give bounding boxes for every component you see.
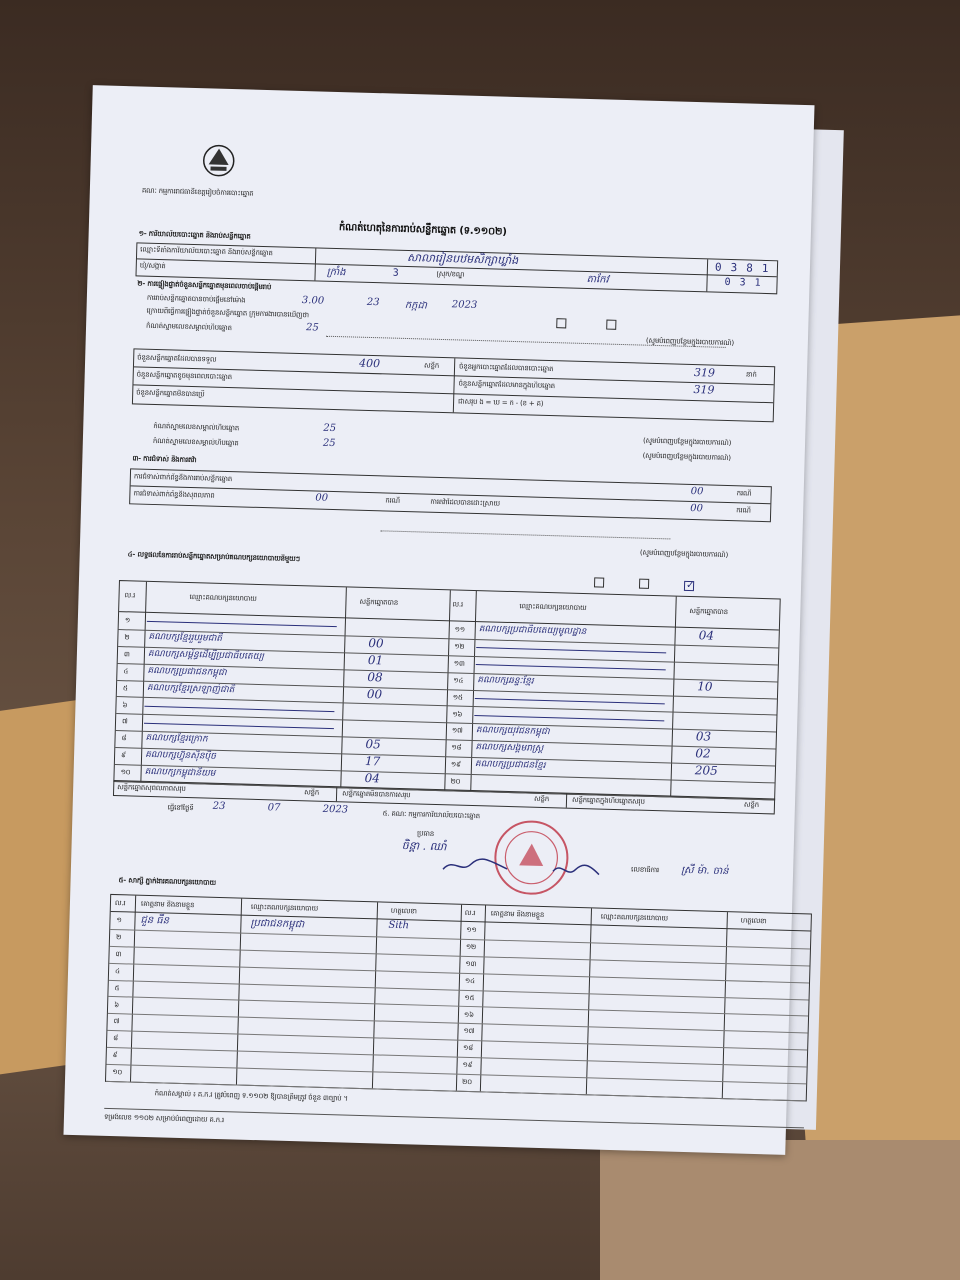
district-label: ស្រុក/ខណ្ឌ [436, 269, 465, 279]
commune-name: ក្រាំង [326, 266, 346, 279]
party-name: គណបក្សប្រជាជនកម្ពុជា [147, 665, 227, 678]
objection-row3-unit: ករណី [736, 506, 751, 515]
ballots-received: 400 [358, 356, 381, 371]
party-name: គណបក្សខ្មែរក្រោក [145, 733, 208, 745]
total-unit-1: សន្លឹក [304, 788, 320, 797]
emblem-icon [198, 140, 239, 181]
party-name: គណបក្សកម្ពុជានិយម [144, 766, 216, 779]
party-votes: 08 [367, 669, 383, 685]
seal-number-3: 25 [322, 437, 336, 450]
total-unit-2: សន្លឹក [533, 794, 550, 804]
secretary-label: លេខាធិការ [630, 865, 660, 875]
row-number: ១០ [112, 1068, 123, 1077]
row-number: ១២ [454, 642, 465, 651]
w-col-party-left: ឈ្មោះគណបក្សនយោបាយ [250, 902, 319, 913]
fill-hint-1: (សូមបំពេញបន្ថែមក្នុងរបាយការណ៍) [645, 336, 735, 348]
row-number: ៨ [121, 734, 127, 743]
commune-label: ឃុំ/សង្កាត់ [139, 261, 166, 271]
start-month: កក្កដា [404, 299, 428, 312]
w-col-party-right: ឈ្មោះគណបក្សនយោបាយ [600, 912, 668, 923]
row-number: ២ [115, 932, 122, 942]
received-unit: សន្លឹក [423, 361, 440, 370]
row-number: ១១ [454, 625, 466, 634]
row-number: ១៩ [450, 760, 461, 769]
row-number: ៤ [123, 666, 129, 676]
party-votes: 01 [367, 652, 384, 668]
start-day: 23 [366, 296, 380, 309]
strike-line [475, 698, 665, 704]
station-label: ឈ្មោះទីតាំងការិយាល័យបោះឆ្នោត និងរាប់សន្លឹកឆ្នោត [140, 245, 273, 258]
row-number: ៤ [114, 966, 120, 975]
in-box-label: ចំនួនសន្លឹកឆ្នោតដែលមានក្នុងហិបឆ្នោត [458, 379, 556, 391]
done-month: 07 [267, 802, 281, 814]
col-votes-left: សន្លឹកឆ្នោតបាន [359, 597, 399, 607]
col-no-right: ល.រ [452, 600, 464, 609]
objection-row1-value: 00 [690, 485, 704, 498]
total-invalid-label: សន្លឹកឆ្នោតមិនបានការសរុប [342, 789, 411, 800]
fill-hint-4: (សូមបំពេញបន្ថែមក្នុងរបាយការណ៍) [639, 548, 729, 560]
party-votes: 05 [365, 737, 381, 752]
station-number: 0381 [714, 260, 778, 276]
org-name: គណៈ កម្មការរាជធានីខេត្តរៀបចំការបោះឆ្នោត [141, 186, 254, 198]
party-name: គណបក្សខ្មែររួបរួមជាតិ [148, 631, 223, 644]
objection-row3-value: 00 [690, 502, 704, 515]
party-name: គណបក្សឆន្ទៈខ្មែរ [477, 674, 534, 687]
total-box-label: សន្លឹកឆ្នោតក្នុងហិបឆ្នោតសរុប [571, 795, 645, 806]
fill-hint-3: (សូមបំពេញបន្ថែមក្នុងរបាយការណ៍) [642, 451, 731, 463]
row-number: ១៣ [465, 959, 477, 968]
total-valid-label: សន្លឹកឆ្នោតសុពលភាពសរុប [117, 783, 186, 793]
witness-party: ប្រជាជនកម្ពុជា [250, 917, 305, 931]
strike-line [476, 664, 666, 670]
party-votes: 00 [366, 686, 383, 702]
objection-row2-value: 00 [315, 492, 329, 504]
witness-name: ជួន ធីន [140, 914, 170, 927]
row-number: ៦ [122, 700, 128, 709]
w-col-no-left: ល.រ [114, 899, 126, 908]
row-number: ១៥ [452, 693, 463, 702]
objection-row1-unit: ករណី [736, 489, 752, 498]
row-number: ១៦ [463, 1010, 474, 1019]
section2-heading: ២- ការផ្ទៀងផ្ទាត់ចំនួនសន្លឹកឆ្នោតមុនពេលចាប់ផ្ដើមរាប់ [137, 279, 272, 292]
w-col-sign-left: ហត្ថលេខា [390, 906, 417, 916]
row-number: ២០ [450, 777, 461, 786]
party-name: គណបក្សខ្មែរស្រឡាញ់ជាតិ [146, 682, 235, 695]
total-unit-3: សន្លឹក [743, 800, 760, 810]
checkbox-result-b[interactable] [639, 579, 649, 589]
row-number: ៧ [121, 717, 128, 726]
row-number: ៣ [115, 949, 122, 959]
done-day: 23 [212, 800, 226, 813]
district-number: 031 [724, 276, 770, 290]
row-number: ១០ [120, 768, 131, 777]
row-number: ១ [124, 616, 131, 625]
chief-name: ចិន្តា . ឈាំ [401, 839, 447, 854]
election-form-sheet [63, 85, 814, 1155]
objection-row2-unit: ករណី [385, 496, 401, 505]
col-party-right: ឈ្មោះគណបក្សនយោបាយ [519, 602, 587, 613]
party-votes: 03 [695, 729, 712, 745]
committee-label: ៥. គណៈ កម្មការការិយាល័យបោះឆ្នោត [382, 809, 480, 821]
party-name: គណបក្សហ៊្វុនស៊ិនប៉ិច [144, 750, 217, 763]
check-line: ក្រោយពីធ្វើការផ្ទៀងផ្ទាត់ចំនួនសន្លឹកឆ្នោត ក្រុមការងារបានឃើញថា [146, 306, 310, 320]
row-number: ៦ [114, 1000, 120, 1009]
signature-secretary-icon [551, 861, 601, 880]
party-rows-right [449, 621, 779, 786]
row-number: ១៤ [464, 976, 475, 985]
party-results-table [113, 580, 780, 800]
party-name [149, 614, 339, 619]
row-number: ១៨ [462, 1044, 474, 1053]
checkbox-result-a[interactable] [594, 577, 604, 587]
seal-number: 25 [305, 322, 319, 334]
party-votes: 04 [364, 771, 381, 786]
row-number: ៩ [120, 751, 126, 760]
commune-number: 3 [392, 267, 399, 279]
row-number: ១៩ [462, 1061, 473, 1070]
secretary-name: ស្រី ម៉ា. ចាន់ [680, 864, 729, 878]
start-line: ការរាប់សន្លឹកឆ្នោតបានចាប់ផ្ដើមនៅម៉ោង [146, 293, 246, 305]
fill-hint-2: (សូមបំពេញបន្ថែមក្នុងរបាយការណ៍) [642, 436, 732, 448]
spoiled-label: ចំនួនសន្លឹកឆ្នោតខូចមុនពេលបោះឆ្នោត [136, 370, 233, 382]
done-label: ធ្វើនៅថ្ងៃទី [167, 803, 194, 813]
ballot-count-table [132, 348, 775, 422]
party-votes: 10 [697, 678, 713, 694]
row-number: ១៥ [464, 993, 475, 1002]
objection-row2-label: ការជំទាស់ពាក់ព័ន្ធនឹងសុពលភាព [133, 489, 215, 500]
station-name: សាលារៀនបឋមសិក្សាឃ្លាំង [406, 250, 519, 268]
row-number: ១៧ [463, 1027, 475, 1036]
received-label: ចំនួនសន្លឹកឆ្នោតដែលបានទទួល [137, 353, 217, 364]
w-col-name-right: គោត្តនាម និងនាមខ្លួន [490, 909, 545, 920]
row-number: ១៨ [451, 743, 462, 752]
voters-count: 319 [693, 366, 716, 380]
row-number: ៨ [113, 1034, 119, 1043]
w-col-name-left: គោត្តនាម និងនាមខ្លួន [140, 899, 195, 910]
party-votes: 04 [698, 628, 715, 643]
w-col-no-right: ល.រ [464, 908, 476, 918]
row-number: ១៤ [453, 676, 464, 685]
formula: ជាសរុប ង = ឃ = ក - (ខ + គ) [457, 397, 544, 408]
section3-heading: ៣- ការជំទាស់ និងការតវ៉ា [132, 454, 197, 465]
strike-line [147, 621, 337, 627]
strike-line [474, 715, 664, 721]
party-name: គណបក្សយុវជនកម្ពុជា [475, 725, 550, 738]
seal-note-2: កំណត់ស្នាមលេខសម្គាល់ហិបឆ្នោត [153, 421, 240, 433]
col-no-left: ល.រ [124, 591, 136, 600]
row-number: ៣ [123, 650, 130, 659]
party-votes: 17 [364, 754, 381, 769]
row-number: ៥ [114, 983, 120, 992]
row-number: ២០ [461, 1077, 473, 1087]
in-box-count: 319 [693, 383, 715, 397]
start-year: 2023 [451, 299, 478, 311]
done-year: 2023 [322, 803, 349, 816]
checkbox-result-c[interactable]: ✓ [685, 579, 695, 592]
row-number: ៥ [122, 683, 128, 692]
objection-row3-label: ការតវ៉ាដែលបានដោះស្រាយ [430, 497, 501, 508]
form-code: ទម្រង់លេខ ១១០២ សម្រាប់បំពេញដោយ គ.ក.រ [103, 1112, 225, 1125]
objection-table [129, 468, 772, 522]
row-number: ១៧ [451, 726, 463, 736]
seal-note-3: កំណត់ស្នាមលេខសម្គាល់ហិបឆ្នោត [152, 436, 239, 448]
party-name: គណបក្សប្រជាជនខ្មែរ [474, 759, 546, 772]
district-name: តាកែវ [586, 273, 609, 286]
seal-note: កំណត់ស្នាមលេខសម្គាល់ហិបឆ្នោត [145, 321, 232, 333]
row-number: ៩ [112, 1051, 118, 1060]
party-votes: 02 [695, 746, 711, 761]
witness-table [105, 894, 812, 1102]
seal-number-2: 25 [323, 422, 337, 435]
row-number: ១៣ [453, 659, 465, 668]
row-number: ១៦ [452, 709, 463, 719]
party-name: គណបក្សសម្ព័ន្ធដើម្បីប្រជាធិបតេយ្យ [147, 648, 265, 662]
party-votes: 205 [694, 763, 718, 779]
start-time: 3.00 [301, 295, 325, 307]
party-rows-left [119, 612, 449, 786]
row-number: ៧ [113, 1017, 120, 1026]
col-votes-right: សន្លឹកឆ្នោតបាន [689, 606, 729, 617]
party-name: គណបក្សសង្គមរាស្ត្រ [475, 742, 544, 755]
table-surface [600, 1140, 960, 1280]
strike-line [476, 647, 666, 653]
row-number: ១២ [465, 942, 477, 952]
row-number: ២ [124, 633, 130, 642]
party-name: គណបក្សប្រជាធិបតេយ្យមូលដ្ឋាន [478, 624, 587, 638]
voters-unit: នាក់ [745, 370, 757, 379]
row-number: ១ [116, 916, 122, 925]
form-title: កំណត់ហេតុនៃការរាប់សន្លឹកឆ្នោត (ទ.១១០២) [338, 222, 507, 238]
row-number: ១១ [466, 925, 477, 935]
section4-heading: ៤- លទ្ធផលនៃការរាប់សន្លឹកឆ្នោតសម្រាប់គណបក្សនយោបាយនីមួយៗ [127, 550, 301, 564]
footer-note: កំណត់សម្គាល់ ៖ គ.ក.រ ត្រូវបំពេញ ទ.១១០២ ឱ្យបានត្រឹមត្រូវ ចំនួន ៣ច្បាប់ ។ [154, 1089, 348, 1103]
w-col-sign-right: ហត្ថលេខា [740, 916, 767, 926]
section1-heading: ១- ការិយាល័យបោះឆ្នោត និងរាប់សន្លឹកឆ្នោត [138, 229, 251, 241]
chief-label: ប្រធាន [416, 829, 435, 838]
col-party-left: ឈ្មោះគណបក្សនយោបាយ [189, 593, 257, 603]
objection-row1-label: ការជំទាស់ពាក់ព័ន្ធនឹងការរាប់សន្លឹកឆ្នោត [133, 472, 233, 484]
signature-chief-icon [441, 855, 512, 877]
strike-line [144, 723, 334, 729]
checkbox-yes[interactable] [556, 318, 566, 328]
witness-signature: Sith [388, 919, 410, 932]
strike-line [144, 706, 334, 712]
voters-label: ចំនួនអ្នកបោះឆ្នោតដែលបានបោះឆ្នោត [458, 362, 554, 374]
section5-heading: ៥- សាក្សី ភ្នាក់ងារគណបក្សនយោបាយ [118, 876, 217, 887]
party-votes: 00 [368, 635, 384, 651]
checkbox-no[interactable] [606, 320, 616, 330]
unused-label: ចំនួនសន្លឹកឆ្នោតមិនបានប្រើ [136, 388, 205, 399]
